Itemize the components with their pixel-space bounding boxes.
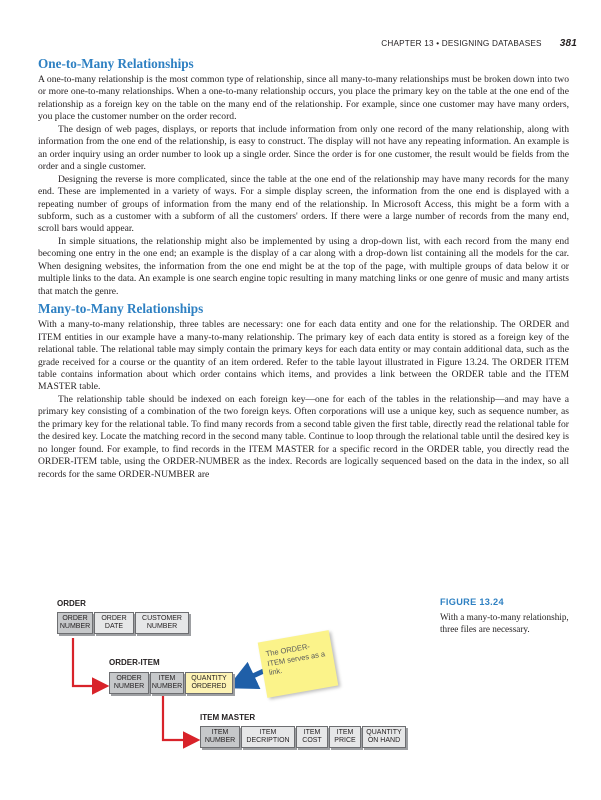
field-item-number: ITEM NUMBER (200, 726, 240, 748)
field-item-price: ITEM PRICE (329, 726, 361, 748)
chapter-title: CHAPTER 13 • DESIGNING DATABASES (381, 39, 542, 48)
figure-caption-text: With a many-to-many relationship, three files are necessary. (440, 612, 569, 634)
figure-caption (440, 597, 580, 635)
section-heading: One-to-Many Relationships (38, 56, 194, 71)
field-item-number: ITEM NUMBER (150, 672, 184, 694)
order-item-table (109, 672, 234, 694)
field-item-description: ITEM DECRIPTION (241, 726, 295, 748)
field-customer-number: CUSTOMER NUMBER (135, 612, 189, 634)
order-item-to-item-master-arrow (163, 696, 196, 740)
field-order-number: ORDER NUMBER (109, 672, 149, 694)
order-to-order-item-arrow (73, 638, 105, 686)
field-quantity-ordered: QUANTITY ORDERED (185, 672, 233, 694)
order-table-label: ORDER (57, 599, 86, 608)
sticky-note: The ORDER-ITEM serves as a link. (258, 630, 339, 698)
paragraph: With a many-to-many relationship, three tables are necessary: one for each data entity and one for the relationship. The ORDER and ITEM entities in our example have a many-to-many relationship. The primary key of each data entity is stored as a foreign key of the relational table. The relational table may simply contain the primary keys for each data entity or may contain additional data, such as the grade received for a course or the quantity of an item ordered. Refer to the table layout illustrated in Figure 13.24. The ORDER ITEM table contains information about which order contains which items, and provides a link between the ORDER table and the ITEM MASTER table. (38, 319, 569, 393)
paragraph: A one-to-many relationship is the most common type of relationship, since all many-to-many relationships must be broken down into two or more one-to-many relationships. When a one-to-many relationship occurs, you place the primary key on the table at the one end of the relationship as a foreign key on the table on the many end of the relationship. For example, since one customer may have many orders, you place the customer number on the order record. (38, 74, 569, 123)
order-table (57, 612, 190, 634)
order-item-table-label: ORDER-ITEM (109, 658, 160, 667)
field-item-cost: ITEM COST (296, 726, 328, 748)
item-master-table-label: ITEM MASTER (200, 713, 256, 722)
section-heading: Many-to-Many Relationships (38, 301, 204, 317)
paragraph: The design of web pages, displays, or reports that include information from only one record of the many relationship, along with information from the one end of the relationship, is easy to construct. The display will not have any repeating information. An example is an order inquiry using an order number to look up a single order. Since the order is for one customer, the result would be fields from the order and a single customer. (38, 123, 569, 173)
figure-title: FIGURE 13.24 (440, 597, 504, 607)
paragraph: Designing the reverse is more complicated, since the table at the one end of the relationship may have many records for the many end. These are implemented in a variety of ways. For a simple display screen, the information from the one end is displayed with a repeating number of groups of information from the many end of the relationship. In Microsoft Access, this might be a form with a subform, such as a customer with a subform of all the customers' orders. If there were a large number of records from the many end, scroll bars would appear. (38, 173, 569, 235)
paragraph: In simple situations, the relationship might also be implemented by using a drop-down list, with each record from the many end becoming one entry in the one end; an example is the display of a car along with a drop-down list containing all the models for the car. When designing websites, the information from the one end might be at the top of the page, with multiple groups of data below it or multiple links to the data. An example is one search engine topic resulting in many matching links or one genre of music and many artists that match the genre. (38, 235, 569, 297)
field-order-date: ORDER DATE (94, 612, 134, 634)
field-order-number: ORDER NUMBER (57, 612, 93, 634)
page-number: 381 (559, 38, 577, 49)
field-quantity-on-hand: QUANTITY ON HAND (362, 726, 406, 748)
item-master-table (200, 726, 407, 748)
paragraph: The relationship table should be indexed on each foreign key—one for each of the tables in the relationship—and may have a primary key consisting of a combination of the two foreign keys. Often corporations will use a unique key, such as sequence number, as the primary key for the relational table. To find many records from a second table given the first table, directly read the relational table for the desired key. Locate the matching record in the second many table. Continue to loop through the relational table until the desired key is no longer found. For example, to find records in the ITEM MASTER for a specific record in the ORDER table, you directly read the ORDER-ITEM table, using the ORDER-NUMBER as the index. Records are logically sequenced based on the data in the index, so all records for the same ORDER-NUMBER are (38, 393, 569, 480)
